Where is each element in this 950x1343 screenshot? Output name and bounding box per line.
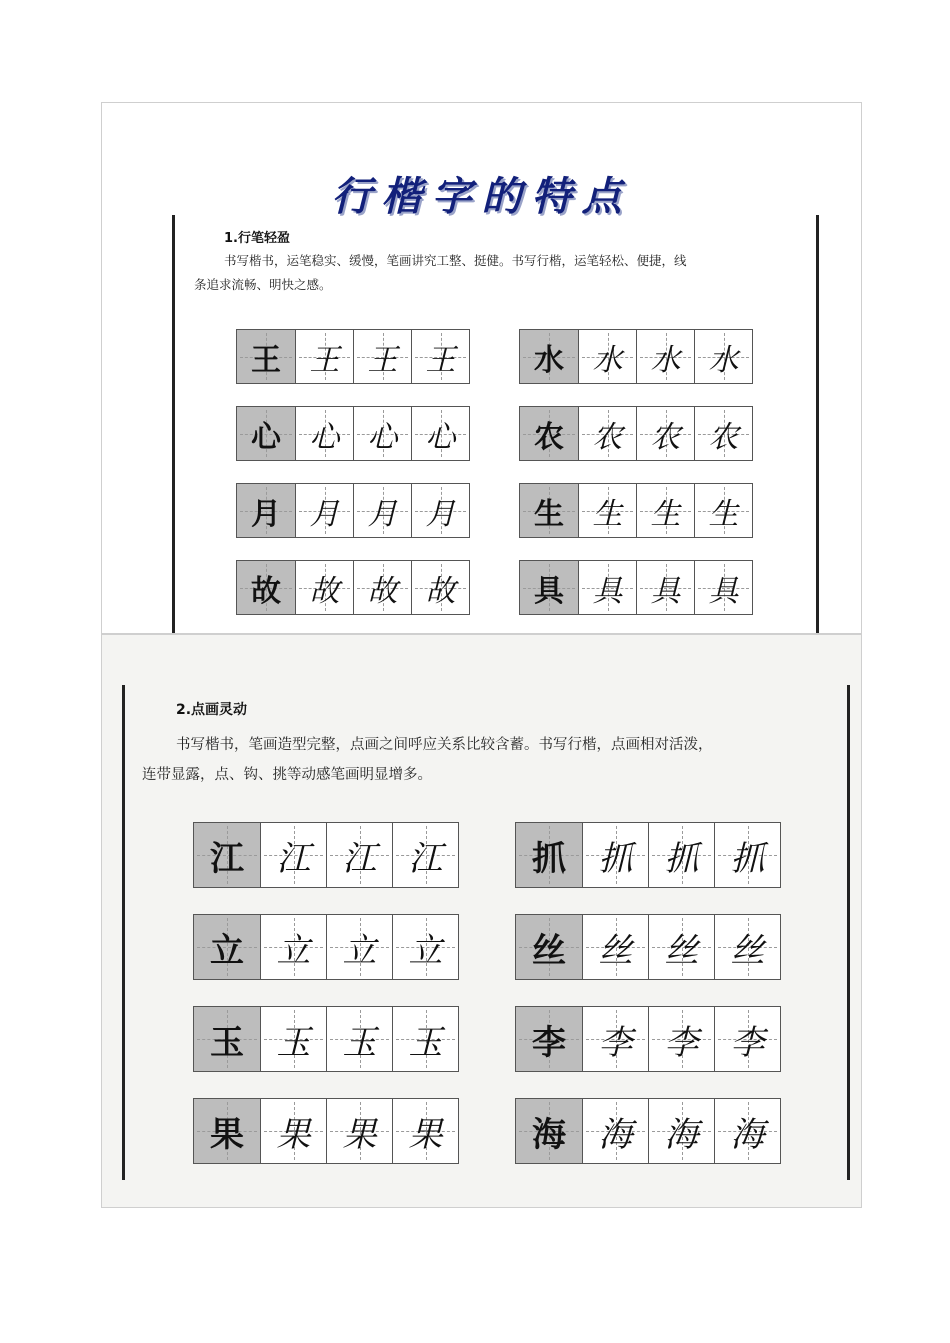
practice-character-cell [295,407,353,460]
practice-character: 丝 [664,930,699,971]
practice-character: 故 [425,573,456,609]
practice-character: 水 [708,342,739,378]
model-character-cell [237,561,295,614]
practice-character-cell [392,823,458,887]
practice-character: 心 [425,419,456,455]
practice-character: 立 [276,930,311,971]
practice-character-cell [260,915,326,979]
practice-character-cell [578,561,636,614]
model-character-cell [516,1099,582,1163]
practice-character-cell [582,823,648,887]
section2-heading: 2.点画灵动 [176,702,248,718]
practice-character: 丝 [730,930,765,971]
practice-row [236,560,470,615]
practice-character: 抓 [664,838,699,879]
practice-row [193,914,459,980]
practice-character-cell [636,561,694,614]
model-character-cell [194,915,260,979]
practice-character: 生 [650,496,681,532]
practice-character: 月 [425,496,456,532]
model-character: 江 [210,838,244,879]
section1-heading: 1.行笔轻盈 [224,231,290,246]
practice-character-cell [694,407,752,460]
practice-character-cell [694,561,752,614]
practice-character: 抓 [730,838,765,879]
practice-character-cell [694,330,752,383]
model-character: 生 [534,496,564,532]
practice-character: 故 [309,573,340,609]
model-character: 立 [210,930,244,971]
practice-character: 农 [592,419,623,455]
practice-row [193,1098,459,1164]
practice-character-cell [326,1007,392,1071]
practice-character-cell [714,1099,780,1163]
practice-character: 果 [408,1114,443,1155]
practice-character-cell [392,915,458,979]
practice-character-cell [578,484,636,537]
model-character: 丝 [532,930,566,971]
model-character: 故 [251,573,281,609]
section1-paragraph-line2: 条追求流畅、明快之感。 [194,277,332,292]
practice-character-cell [392,1007,458,1071]
practice-character-cell [582,915,648,979]
practice-character-cell [326,915,392,979]
model-character: 水 [534,342,564,378]
practice-character-cell [353,330,411,383]
model-character: 抓 [532,838,566,879]
practice-row [515,1098,781,1164]
practice-row [519,560,753,615]
practice-character-cell [295,484,353,537]
model-character-cell [194,1099,260,1163]
practice-character: 抓 [598,838,633,879]
practice-character-cell [295,561,353,614]
practice-character-cell [636,484,694,537]
practice-character-cell [648,1099,714,1163]
model-character-cell [237,330,295,383]
practice-character-cell [411,407,469,460]
practice-character-cell [326,823,392,887]
practice-character-cell [353,561,411,614]
practice-character: 玉 [342,1022,377,1063]
right-rule [816,215,819,634]
model-character-cell [516,1007,582,1071]
practice-character-cell [260,1099,326,1163]
practice-character: 月 [309,496,340,532]
practice-character: 心 [367,419,398,455]
practice-character: 水 [650,342,681,378]
practice-character: 水 [592,342,623,378]
practice-character: 王 [425,342,456,378]
practice-row [193,822,459,888]
practice-character: 具 [708,573,739,609]
practice-character: 果 [342,1114,377,1155]
practice-row [519,329,753,384]
practice-character: 玉 [408,1022,443,1063]
practice-character: 江 [276,838,311,879]
practice-character: 月 [367,496,398,532]
practice-character: 李 [598,1022,633,1063]
practice-character-cell [295,330,353,383]
section2-paragraph-line1: 书写楷书，笔画造型完整，点画之间呼应关系比较含蓄。书写行楷，点画相对活泼， [176,737,713,753]
model-character: 具 [534,573,564,609]
model-character: 农 [534,419,564,455]
practice-character-cell [648,915,714,979]
practice-character: 心 [309,419,340,455]
practice-character-cell [353,484,411,537]
model-character: 海 [532,1114,566,1155]
practice-row [515,822,781,888]
practice-character-cell [582,1099,648,1163]
practice-row [515,914,781,980]
practice-character: 农 [708,419,739,455]
practice-row [193,1006,459,1072]
practice-character-cell [582,1007,648,1071]
model-character-cell [520,561,578,614]
model-character: 李 [532,1022,566,1063]
model-character-cell [194,823,260,887]
practice-row [519,406,753,461]
practice-character-cell [648,1007,714,1071]
practice-character: 王 [367,342,398,378]
practice-character-cell [411,561,469,614]
left-rule [122,685,125,1180]
practice-character-cell [714,823,780,887]
practice-character: 立 [408,930,443,971]
practice-character-cell [392,1099,458,1163]
practice-character-cell [578,330,636,383]
practice-character: 具 [650,573,681,609]
model-character-cell [520,407,578,460]
practice-character-cell [411,484,469,537]
left-rule [172,215,175,634]
practice-character: 江 [408,838,443,879]
practice-row [236,483,470,538]
practice-character: 李 [730,1022,765,1063]
model-character-cell [516,823,582,887]
practice-character: 故 [367,573,398,609]
practice-character-cell [694,484,752,537]
practice-character-cell [353,407,411,460]
practice-character-cell [411,330,469,383]
practice-character: 农 [650,419,681,455]
practice-character: 海 [730,1114,765,1155]
model-character: 心 [251,419,281,455]
practice-row [519,483,753,538]
model-character-cell [520,330,578,383]
practice-row [515,1006,781,1072]
practice-character-cell [260,823,326,887]
practice-character-cell [714,915,780,979]
practice-character-cell [714,1007,780,1071]
practice-character: 海 [664,1114,699,1155]
practice-character: 生 [708,496,739,532]
model-character: 玉 [210,1022,244,1063]
model-character-cell [237,407,295,460]
model-character-cell [237,484,295,537]
practice-character-cell [636,330,694,383]
practice-character: 立 [342,930,377,971]
practice-character-cell [648,823,714,887]
practice-character: 玉 [276,1022,311,1063]
practice-character: 生 [592,496,623,532]
practice-character-cell [636,407,694,460]
practice-character-cell [326,1099,392,1163]
practice-row [236,329,470,384]
practice-character-cell [578,407,636,460]
model-character: 王 [251,342,281,378]
practice-character: 江 [342,838,377,879]
model-character-cell [516,915,582,979]
section2-panel [101,634,862,1208]
right-rule [847,685,850,1180]
practice-character: 王 [309,342,340,378]
practice-character-cell [260,1007,326,1071]
practice-row [236,406,470,461]
practice-character: 具 [592,573,623,609]
model-character: 月 [251,496,281,532]
practice-character: 果 [276,1114,311,1155]
model-character: 果 [210,1114,244,1155]
section1-paragraph-line1: 书写楷书，运笔稳实、缓慢，笔画讲究工整、挺健。书写行楷，运笔轻松、便捷，线 [224,253,687,268]
practice-character: 丝 [598,930,633,971]
page-title: 行楷字的特点 [331,173,632,220]
section1-panel [101,102,862,634]
section2-paragraph-line2: 连带显露，点、钩、挑等动感笔画明显增多。 [142,767,432,783]
practice-character: 海 [598,1114,633,1155]
practice-character: 李 [664,1022,699,1063]
model-character-cell [520,484,578,537]
model-character-cell [194,1007,260,1071]
